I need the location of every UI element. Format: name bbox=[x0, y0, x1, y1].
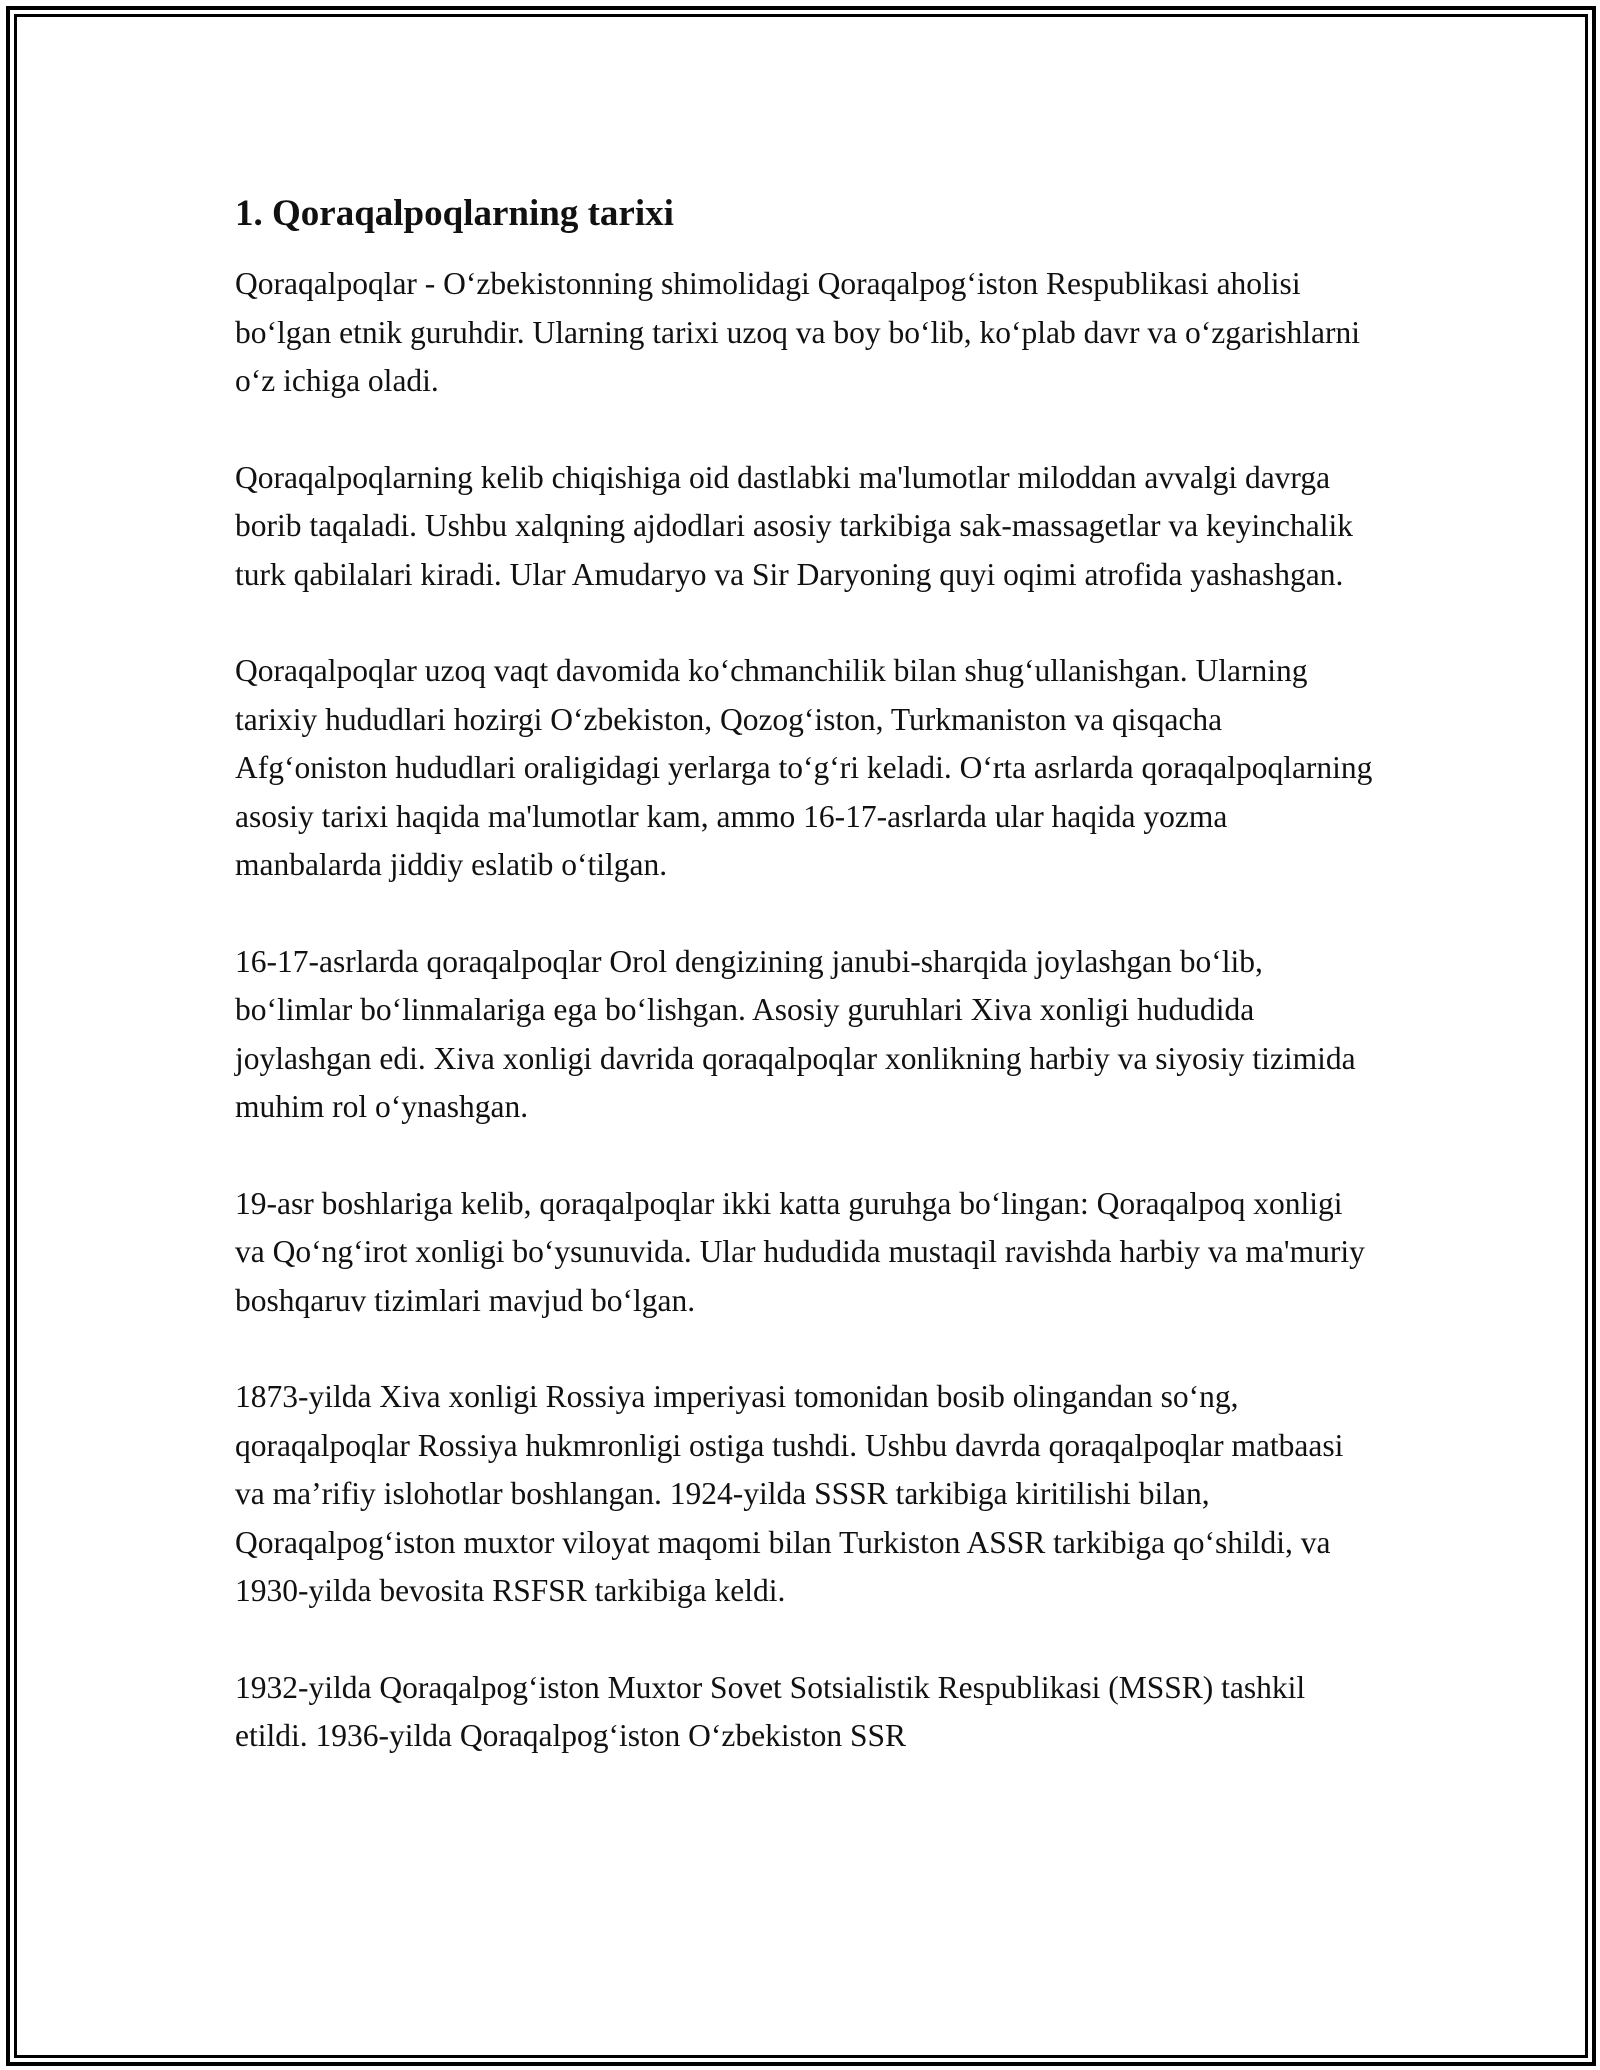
section-heading: 1. Qoraqalpoqlarning tarixi bbox=[235, 193, 674, 234]
paragraph-4: 16-17-asrlarda qoraqalpoqlar Orol dengizining janubi-sharqida joylashgan bo‘lib, bo‘limlar bo‘linmalariga ega bo‘lishgan. Asosiy guruhlari Xiva xonligi hududida joylashgan edi. Xiva xonligi davrida qoraqalpoqlar xonlikning harbiy va siyosiy tizimida muhim rol o‘ynashgan. bbox=[235, 943, 1356, 1124]
paragraph-6: 1873-yilda Xiva xonligi Rossiya imperiyasi tomonidan bosib olingandan so‘ng, qoraqalpoqlar Rossiya hukmronligi ostiga tushdi. Ushbu davrda qoraqalpoqlar matbaasi va ma’rifiy islohotlar boshlangan. 1924-yilda SSSR tarkibiga kiritilishi bilan, Qoraqalpog‘iston muxtor viloyat maqomi bilan Turkiston ASSR tarkibiga qo‘shildi, va 1930-yilda bevosita RSFSR tarkibiga keldi. bbox=[235, 1379, 1344, 1608]
paragraph-3: Qoraqalpoqlar uzoq vaqt davomida ko‘chmanchilik bilan shug‘ullanishgan. Ularning tarixiy hududlari hozirgi O‘zbekiston, Qozog‘iston, Turkmaniston va qisqacha Afg‘oniston hududlari oraligidagi yerlarga to‘g‘ri keladi. O‘rta asrlarda qoraqalpoqlarning asosiy tarixi haqida ma'lumotlar kam, ammo 16-17-asrlarda ular haqida yozma manbalarda jiddiy eslatib o‘tilgan. bbox=[235, 653, 1373, 882]
paragraph-7: 1932-yilda Qoraqalpog‘iston Muxtor Sovet Sotsialistik Respublikasi (MSSR) tashkil etildi. 1936-yilda Qoraqalpog‘iston O‘zbekiston SSR bbox=[235, 1669, 1306, 1753]
paragraph-5: 19-asr boshlariga kelib, qoraqalpoqlar ikki katta guruhga bo‘lingan: Qoraqalpoq xonligi va Qo‘ng‘irot xonligi bo‘ysunuvida. Ular hududida mustaqil ravishda harbiy va ma'muriy boshqaruv tizimlari mavjud bo‘lgan. bbox=[235, 1185, 1365, 1318]
paragraph-1: Qoraqalpoqlar - O‘zbekistonning shimolidagi Qoraqalpog‘iston Respublikasi aholisi bo‘lgan etnik guruhdir. Ularning tarixi uzoq va boy bo‘lib, ko‘plab davr va o‘zgarishlarni o‘z ichiga oladi. bbox=[235, 266, 1360, 398]
document-body bbox=[235, 190, 1375, 1809]
paragraph-2: Qoraqalpoqlarning kelib chiqishiga oid dastlabki ma'lumotlar miloddan avvalgi davrga borib taqaladi. Ushbu xalqning ajdodlari asosiy tarkibiga sak-massagetlar va keyinchalik turk qabilalari kiradi. Ular Amudaryo va Sir Daryoning quyi oqimi atrofida yashashgan. bbox=[235, 459, 1353, 592]
